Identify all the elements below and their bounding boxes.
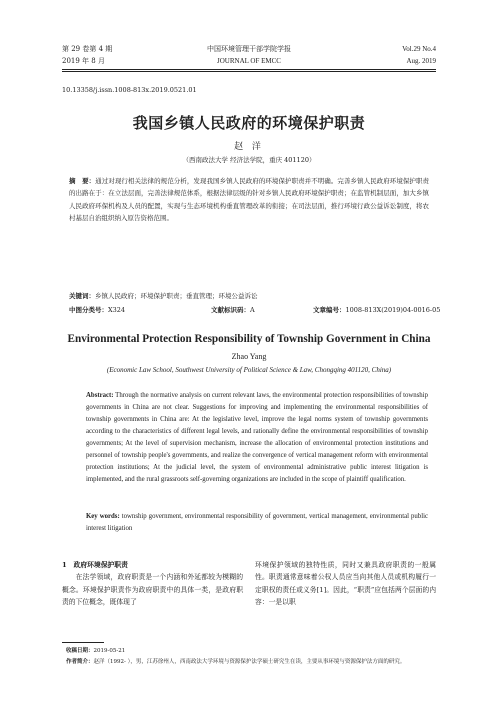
document-code: 文献标识码：A	[211, 306, 255, 314]
doi: 10.13358/j.issn.1008-813x.2019.0521.01	[62, 86, 197, 94]
header-volume-cn: 第 29 卷第 4 期	[62, 45, 113, 53]
keywords-en	[86, 511, 428, 535]
section-heading: 1 政府环境保护职责	[62, 561, 128, 569]
clc-number: 中图分类号：X324	[69, 306, 126, 314]
abstract-en-label: Abstract:	[86, 392, 114, 399]
article-number: 文章编号：1008-813X(2019)04-0016-05	[313, 306, 441, 314]
body-column-left	[62, 559, 243, 608]
header-journal-en: JOURNAL OF EMCC	[217, 57, 281, 65]
keywords-en-label: Key words:	[86, 513, 120, 520]
article-title-cn: 我国乡镇人民政府的环境保护职责	[132, 114, 366, 132]
abstract-en	[86, 390, 428, 486]
affiliation-cn: （西南政法大学 经济法学院，重庆 401120）	[182, 156, 316, 164]
article-title-en: Environmental Protection Responsibility of Township Government in China	[67, 333, 431, 345]
footnote-rule	[62, 642, 104, 643]
keywords-cn-label: 关键词：	[69, 292, 95, 300]
keywords-cn-text: 乡镇人民政府；环境保护职责；垂直管理；环境公益诉讼	[95, 292, 258, 300]
header-rule-top	[62, 69, 436, 70]
keywords-cn	[69, 291, 429, 300]
abstract-en-text: Through the normative analysis on current relevant laws, the environmental protection responsibilities of township governments in China are not clear. Suggestions for improving and implementing the environmental responsibilities of township governments in China are: At the legislative level, improve the legal norms system of township governments according to the characteristics of different legal levels, and rationally define the environmental responsibilities of township governments; At the level of supervision mechanism, increase the allocation of environmental protection institutions and personnel of township people's governments, and realize the convergence of vertical management reform with environmental protection institutions; At the judicial level, the system of environmental administrative public interest litigation is implemented, and the rural grassroots self-governing organizations are included in the scope of plaintiff qualification.	[86, 392, 428, 483]
author-cn: 赵 洋	[234, 142, 264, 152]
abstract-cn-text: 通过对现行相关法律的规范分析，发现我国乡镇人民政府的环境保护职责并不明确。完善乡镇人民政府环境保护职责的出路在于：在立法层面，完善法律规范体系，根据法律层级的针对乡镇人民政府环境保护职责；在监管机制层面，加大乡镇人民政府环保机构及人员的配置，实现与生态环境机构垂直管理改革的衔接；在司法层面，推行环境行政公益诉讼制度，将农村基层自治组织纳入原告资格范围。	[69, 177, 430, 222]
header-date-cn: 2019 年 8 月	[62, 57, 105, 65]
header-date-en: Aug. 2019	[406, 57, 436, 65]
body-paragraph-left: 在法学领域，政府职责是一个内涵和外延都较为模糊的概念。环境保护职责作为政府职责中的具体一类，是政府职责的下位概念，既体现了	[62, 573, 243, 606]
header-volume-en: Vol.29 No.4	[402, 45, 436, 53]
header-journal-cn: 中国环境管理干部学院学报	[207, 45, 291, 53]
body-paragraph-right: 环境保护领域的独特性质，同时又兼具政府职责的一般属性。职责通常意味着公权人员应当向其他人员或机构履行一定职权的责任或义务[1]。因此，“职责”应包括两个层面的内容：一是以职	[255, 561, 436, 606]
footnote-author-bio: 作者简介：赵洋（1992- ），男，江苏徐州人，西南政法大学环境与资源保护法学硕士研究生在读，主要从事环境与资源保护法方面的研究。	[66, 659, 406, 665]
author-en: Zhao Yang	[231, 352, 267, 361]
keywords-en-text: township government, environmental responsibility of government, vertical management, environmental public interest litigation	[86, 513, 429, 532]
body-column-right	[255, 559, 436, 608]
abstract-cn-label: 摘 要：	[69, 177, 96, 185]
affiliation-en: (Economic Law School, Southwest University of Political Science & Law, Chongqing 401120, China)	[106, 366, 392, 374]
abstract-cn	[69, 175, 429, 224]
footnote-received: 收稿日期：2019-05-21	[66, 648, 126, 654]
